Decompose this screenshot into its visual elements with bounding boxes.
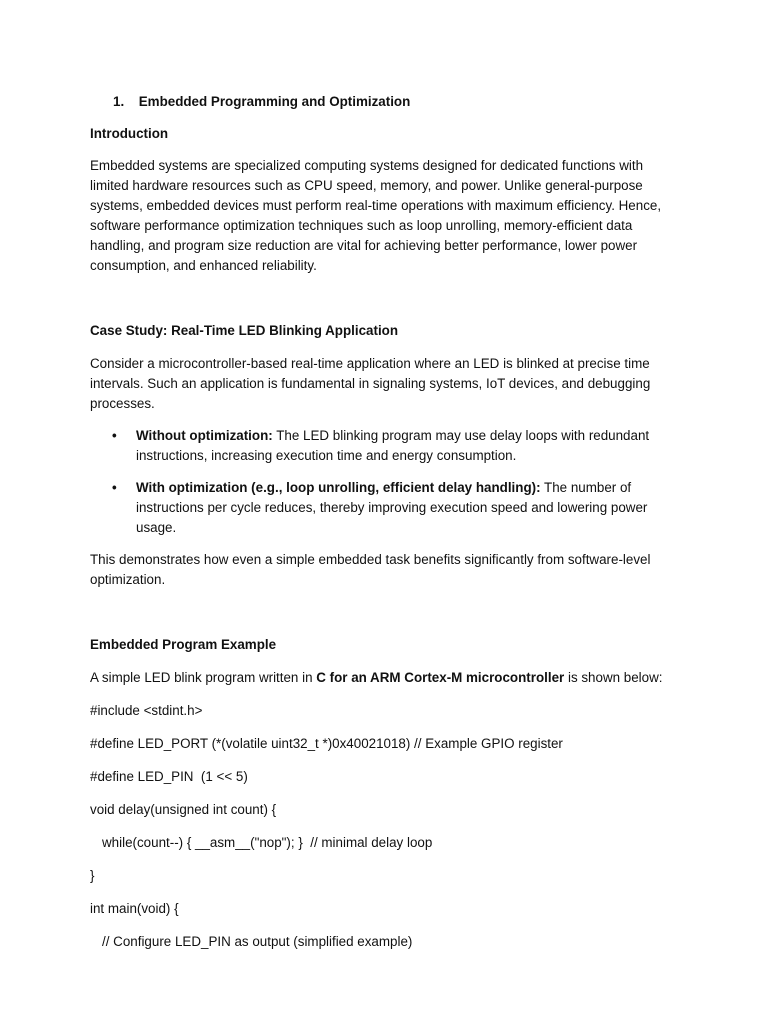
code-line-define-led-pin: #define LED_PIN (1 << 5) <box>90 769 248 784</box>
code-listing <box>90 701 680 952</box>
section-heading <box>113 92 680 112</box>
program-example-intro <box>90 668 680 688</box>
bullet-text: The LED blinking program may use delay loops with redundant instructions, increasing execution time and energy consumption. <box>136 428 650 463</box>
code-line-closing-brace: } <box>90 868 95 883</box>
code-line-delay-loop: while(count--) { __asm__("nop"); } // minimal delay loop <box>102 835 433 850</box>
intro-text-bold: C for an ARM Cortex-M microcontroller <box>316 670 565 685</box>
code-line-define-led-port: #define LED_PORT (*(volatile uint32_t *)0x40021018) // Example GPIO register <box>90 736 563 751</box>
program-example-heading: Embedded Program Example <box>90 637 277 652</box>
case-study-conclusion: This demonstrates how even a simple embedded task benefits significantly from software-level optimization. <box>90 552 651 587</box>
bullet-bold-label: Without optimization: <box>136 428 273 443</box>
section-title: Embedded Programming and Optimization <box>138 94 411 109</box>
document-body <box>90 92 680 965</box>
bullet-icon: • <box>112 480 117 495</box>
bullet-bold-label: With optimization (e.g., loop unrolling, efficient delay handling): <box>136 480 541 495</box>
case-study-paragraph: Consider a microcontroller-based real-time application where an LED is blinked at precise time intervals. Such an application is fundamental in signaling systems, IoT devices, and debugging processes. <box>90 356 651 411</box>
code-line-configure-comment: // Configure LED_PIN as output (simplified example) <box>102 934 413 949</box>
case-study-bullet-list <box>90 426 680 538</box>
code-line-include: #include <stdint.h> <box>90 703 203 718</box>
section-number: 1. <box>113 94 125 109</box>
intro-text-after: is shown below: <box>564 670 663 685</box>
intro-text-before: A simple LED blink program written in <box>90 670 317 685</box>
code-line-main-signature: int main(void) { <box>90 901 179 916</box>
bullet-text: The number of instructions per cycle reduces, thereby improving execution speed and lowering power usage. <box>136 480 648 535</box>
introduction-paragraph: Embedded systems are specialized computing systems designed for dedicated functions with limited hardware resources such as CPU speed, memory, and power. Unlike general-purpose systems, embedded devices must perform real-time operations with maximum efficiency. Hence, software performance optimization techniques such as loop unrolling, memory-efficient data handling, and program size reduction are vital for achieving better performance, lower power consumption, and enhanced reliability. <box>90 158 662 273</box>
bullet-item-without-optimization <box>90 426 680 466</box>
introduction-heading: Introduction <box>90 126 169 141</box>
case-study-heading: Case Study: Real-Time LED Blinking Application <box>90 323 399 338</box>
code-line-delay-signature: void delay(unsigned int count) { <box>90 802 277 817</box>
bullet-icon: • <box>112 428 117 443</box>
bullet-item-with-optimization <box>90 478 680 538</box>
